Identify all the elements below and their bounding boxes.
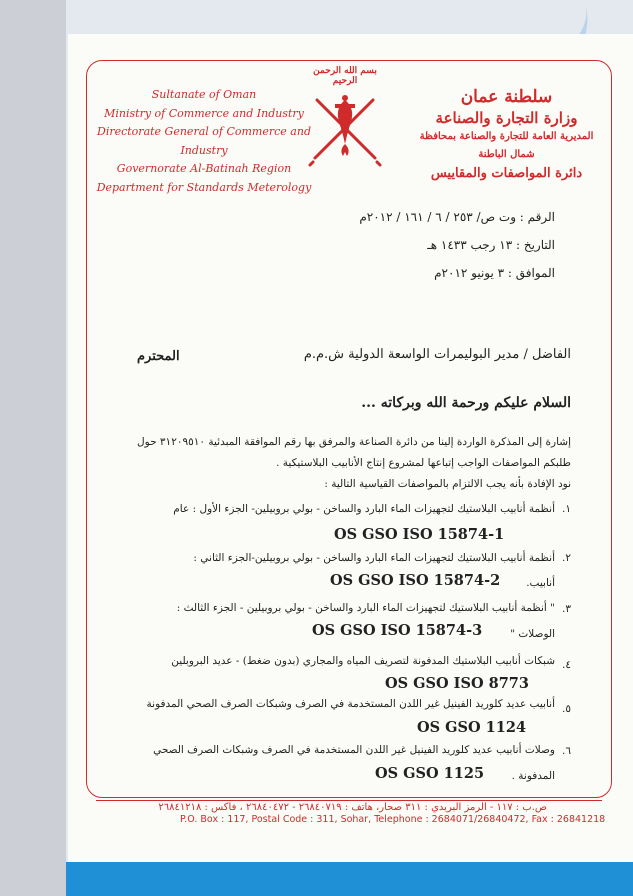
oman-emblem-icon	[305, 70, 385, 170]
honorific: المحترم	[137, 349, 180, 364]
footer-english: P.O. Box : 117, Postal Code : 311, Sohar, Telephone : 2684071/26840472, Fax : 26841218	[180, 814, 606, 825]
reference-number: الرقم : وت ص/ ٢٥٣ / ٦ / ١٦١ / ٢٠١٢م	[359, 210, 555, 224]
item-number: ٣.	[562, 603, 571, 615]
letterhead-english	[96, 86, 312, 197]
background-blue-band	[66, 862, 633, 896]
standard-code: OS GSO ISO 15874-2	[330, 572, 501, 589]
addressee: الفاضل / مدير البوليمرات الواسعة الدولية ش.م.م	[303, 347, 571, 362]
item-text: أنظمة أنابيب البلاستيك لتجهيزات الماء البارد والساخن - بولي بروبيلين-الجزء الثاني :	[193, 552, 555, 564]
item-text-cont: المدفونة .	[511, 770, 555, 782]
footer-arabic: ص.ب : ١١٧ - الرمز البريدي : ٣١١ صحار، هاتف : ٢٦٨٤٠٧١٩ - ٢٦٨٤٠٤٧٢ ، فاكس : ٢٦٨٤١٢١٨	[158, 802, 547, 813]
en-line-4: Governorate Al-Batinah Region	[116, 162, 292, 175]
intro-line-1: إشارة إلى المذكرة الواردة إلينا من دائرة الصناعة والمرفق بها رقم الموافقة المبدئية ٣١٢٠٩٥١٠ حول	[137, 436, 571, 448]
item-number: ١.	[562, 503, 571, 515]
ar-line-4: دائرة المواصفات والمقاييس	[430, 166, 583, 181]
standard-code: OS GSO ISO 15874-3	[312, 622, 483, 639]
reference-date-gregorian: الموافق : ٣ يونيو ٢٠١٢م	[434, 266, 555, 280]
item-text: " أنظمة أنابيب البلاستيك لتجهيزات الماء البارد والساخن - بولي بروبيلين - الجزء الثالث :	[176, 602, 555, 614]
item-number: ٤.	[562, 659, 571, 671]
ar-line-1: سلطنة عمان	[460, 87, 553, 107]
ar-line-2: وزارة التجارة والصناعة	[435, 109, 578, 127]
item-number: ٢.	[562, 552, 571, 564]
footer-divider	[96, 800, 602, 801]
greeting: السلام عليكم ورحمة الله وبركاته ...	[361, 395, 571, 411]
en-line-5: Department for Standards Meterology	[96, 180, 312, 194]
intro-line-2: طلبكم المواصفات الواجب إتباعها لمشروع إنتاج الأنابيب البلاستيكية .	[276, 457, 571, 469]
en-line-2: Ministry of Commerce and Industry	[104, 106, 304, 120]
item-text-cont: الوصلات "	[510, 628, 555, 640]
en-line-3: Directorate General of Commerce and Industry	[97, 125, 311, 157]
standard-code: OS GSO ISO 8773	[385, 675, 529, 692]
item-text: أنابيب عديد كلوريد الفينيل غير اللدن المستخدمة في الصرف وشبكات الصرف الصحي المدفونة	[146, 698, 555, 710]
reference-date-hijri: التاريخ : ١٣ رجب ١٤٣٣ هـ	[427, 238, 555, 252]
intro-line-3: نود الإفادة بأنه يجب الالتزام بالمواصفات القياسية التالية :	[324, 478, 571, 490]
standard-code: OS GSO ISO 15874-1	[334, 526, 505, 543]
letterhead-arabic	[414, 86, 599, 184]
ar-line-3: المديرية العامة للتجارة والصناعة بمحافظة شمال الباطنة	[419, 131, 594, 160]
item-text: شبكات أنابيب البلاستيك المدفونة لتصريف المياه والمجاري (بدون ضغط) - عديد البروبلين	[171, 655, 555, 667]
item-number: ٦.	[562, 745, 571, 757]
item-text: وصلات أنابيب عديد كلوريد الفينيل غير اللدن المستخدمة في الصرف وشبكات الصرف الصحي	[153, 744, 555, 756]
item-text-cont: أنابيب.	[526, 577, 555, 589]
basmala: بسم الله الرحمن الرحيم	[313, 66, 377, 86]
item-text: أنظمة أنابيب البلاستيك لتجهيزات الماء البارد والساخن - بولي بروبيلين- الجزء الأول : عام	[173, 503, 555, 515]
background-left-strip	[0, 0, 66, 896]
item-number: ٥.	[562, 703, 571, 715]
standard-code: OS GSO 1125	[375, 765, 485, 782]
en-line-1: Sultanate of Oman	[151, 88, 257, 101]
standard-code: OS GSO 1124	[417, 719, 527, 736]
